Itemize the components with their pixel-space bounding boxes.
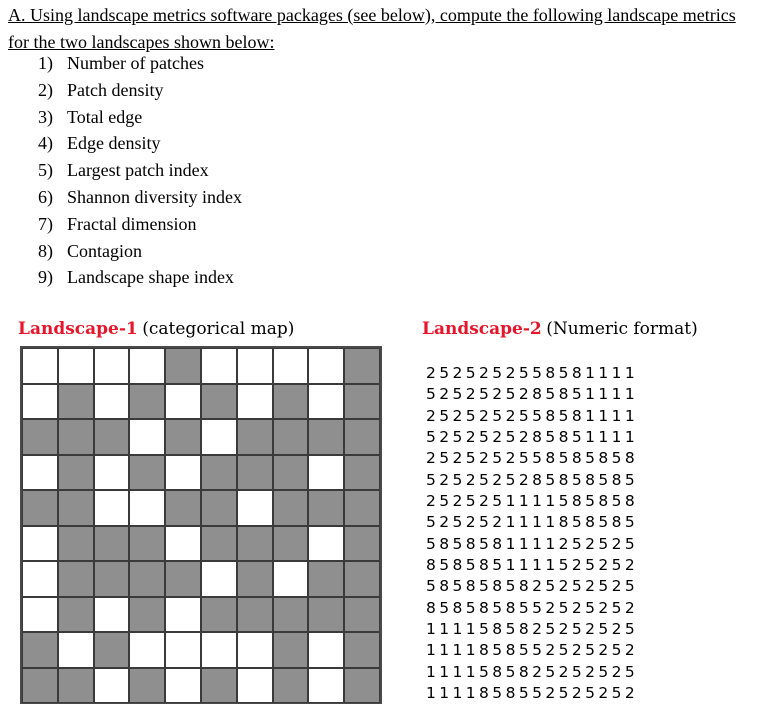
grid-cell-white [237,348,273,384]
grid-cell-gray [273,384,309,420]
metric-number: 6) [38,186,53,207]
grid-cell-white [94,384,130,420]
numeric-row: 5858585825252525 [426,577,639,596]
grid-cell-white [237,490,273,526]
grid-cell-white [201,561,237,597]
grid-cell-white [273,561,309,597]
grid-cell-gray [344,384,380,420]
grid-cell-gray [237,455,273,491]
metric-number: 8) [38,240,53,261]
grid-cell-gray [273,597,309,633]
grid-cell-gray [201,384,237,420]
metric-number: 9) [38,267,53,288]
metric-item [38,238,242,265]
metric-label: Shannon diversity index [67,186,242,207]
grid-cell-white [273,348,309,384]
grid-cell-white [165,668,201,704]
grid-cell-gray [22,632,58,668]
grid-cell-gray [237,419,273,455]
grid-cell-white [129,348,165,384]
grid-cell-gray [344,597,380,633]
grid-cell-gray [58,526,94,562]
grid-cell-white [201,348,237,384]
grid-cell-gray [201,490,237,526]
grid-cell-white [201,632,237,668]
grid-cell-white [129,490,165,526]
grid-cell-white [22,348,58,384]
grid-cell-gray [237,561,273,597]
metric-item [38,184,242,211]
metric-item [38,50,242,77]
grid-cell-white [165,455,201,491]
grid-cell-white [165,597,201,633]
grid-cell-white [237,632,273,668]
grid-cell-white [308,348,344,384]
grid-cell-white [129,632,165,668]
grid-cell-gray [94,632,130,668]
grid-cell-gray [273,490,309,526]
grid-cell-gray [237,597,273,633]
grid-cell-gray [344,490,380,526]
metric-item [38,130,242,157]
grid-cell-gray [273,526,309,562]
metric-label: Patch density [67,79,164,100]
metric-number: 2) [38,79,53,100]
grid-cell-white [22,597,58,633]
grid-cell-gray [344,632,380,668]
metric-label: Total edge [67,106,143,127]
assignment-heading: A. Using landscape metrics software packages (see below), compute the following landscape metrics for the two landscapes shown below: [8,5,736,52]
landscape-1-subtitle: (categorical map) [142,319,295,339]
grid-cell-white [58,348,94,384]
grid-cell-gray [344,561,380,597]
grid-cell-white [22,526,58,562]
numeric-row: 8585858552525252 [426,598,639,617]
grid-cell-gray [165,419,201,455]
grid-cell-gray [129,561,165,597]
grid-cell-gray [308,419,344,455]
landscape-2-title: Landscape-2 [422,319,542,339]
metric-label: Contagion [67,240,142,261]
grid-cell-gray [273,455,309,491]
metric-number: 4) [38,133,53,154]
grid-cell-gray [273,632,309,668]
grid-cell-gray [58,668,94,704]
grid-cell-gray [22,668,58,704]
grid-cell-gray [58,490,94,526]
grid-cell-gray [201,526,237,562]
grid-cell-white [308,632,344,668]
metric-item [38,264,242,291]
grid-cell-white [94,668,130,704]
grid-cell-white [308,455,344,491]
grid-cell-white [308,526,344,562]
landscape-2-caption [422,318,698,339]
grid-cell-gray [94,526,130,562]
grid-cell-gray [201,597,237,633]
grid-cell-white [237,384,273,420]
grid-cell-white [237,668,273,704]
grid-cell-gray [308,597,344,633]
grid-cell-white [58,632,94,668]
grid-cell-gray [201,455,237,491]
metric-number: 1) [38,53,53,73]
grid-cell-gray [22,490,58,526]
grid-cell-gray [165,490,201,526]
grid-cell-gray [344,668,380,704]
numeric-row: 5858581111252525 [426,534,639,553]
metric-number: 3) [38,106,53,127]
metric-item [38,104,242,131]
metric-number: 7) [38,213,53,234]
grid-cell-gray [273,668,309,704]
grid-cell-gray [308,561,344,597]
grid-cell-white [94,490,130,526]
grid-cell-gray [94,561,130,597]
grid-cell-gray [165,348,201,384]
numeric-row: 8585851111525252 [426,556,639,575]
grid-cell-white [165,384,201,420]
grid-cell-gray [237,526,273,562]
grid-cell-gray [308,490,344,526]
grid-cell-white [22,455,58,491]
metric-number: 5) [38,160,53,181]
numeric-row: 5252525285858585 [426,470,639,489]
grid-cell-gray [58,455,94,491]
grid-cell-white [129,419,165,455]
grid-cell-gray [58,597,94,633]
landscape-1-caption [18,318,294,339]
grid-cell-gray [344,526,380,562]
numeric-row: 5252525285851111 [426,428,639,447]
metric-item [38,77,242,104]
grid-cell-gray [344,455,380,491]
metric-label: Number of patches [67,53,204,73]
metric-item [38,211,242,238]
numeric-row: 1111858552525252 [426,684,639,703]
grid-cell-gray [58,419,94,455]
numeric-row: 1111585825252525 [426,662,639,681]
grid-cell-gray [58,384,94,420]
grid-cell-gray [129,384,165,420]
metrics-list [38,50,242,291]
grid-cell-gray [129,668,165,704]
grid-cell-white [308,668,344,704]
grid-cell-white [94,455,130,491]
metric-item [38,157,242,184]
grid-cell-gray [344,419,380,455]
grid-cell-white [165,632,201,668]
grid-cell-gray [129,455,165,491]
numeric-row: 5252525285851111 [426,385,639,404]
grid-cell-gray [94,419,130,455]
landscape-1-grid [20,346,382,704]
metric-label: Landscape shape index [67,267,234,288]
grid-cell-white [94,597,130,633]
grid-cell-white [22,561,58,597]
numeric-row: 2525252558581111 [426,406,639,425]
landscape-2-numeric-grid [426,363,638,705]
numeric-row: 1111858552525252 [426,641,639,660]
grid-cell-gray [201,668,237,704]
metric-label: Fractal dimension [67,213,197,234]
grid-cell-gray [273,419,309,455]
numeric-row: 2525252558585858 [426,449,639,468]
grid-cell-gray [129,526,165,562]
metric-label: Largest patch index [67,160,209,181]
grid-cell-white [94,348,130,384]
grid-cell-gray [165,561,201,597]
numeric-row: 2525251111585858 [426,492,639,511]
grid-cell-gray [344,348,380,384]
grid-cell-white [165,526,201,562]
numeric-row: 1111585825252525 [426,620,639,639]
numeric-row: 2525252558581111 [426,364,639,382]
grid-cell-white [22,384,58,420]
landscape-2-subtitle: (Numeric format) [546,319,698,339]
grid-cell-gray [58,561,94,597]
metric-label: Edge density [67,133,161,154]
grid-cell-gray [129,597,165,633]
numeric-row: 5252521111858585 [426,513,639,532]
landscape-1-title: Landscape-1 [18,319,138,339]
grid-cell-white [201,419,237,455]
grid-cell-gray [22,419,58,455]
grid-cell-white [308,384,344,420]
